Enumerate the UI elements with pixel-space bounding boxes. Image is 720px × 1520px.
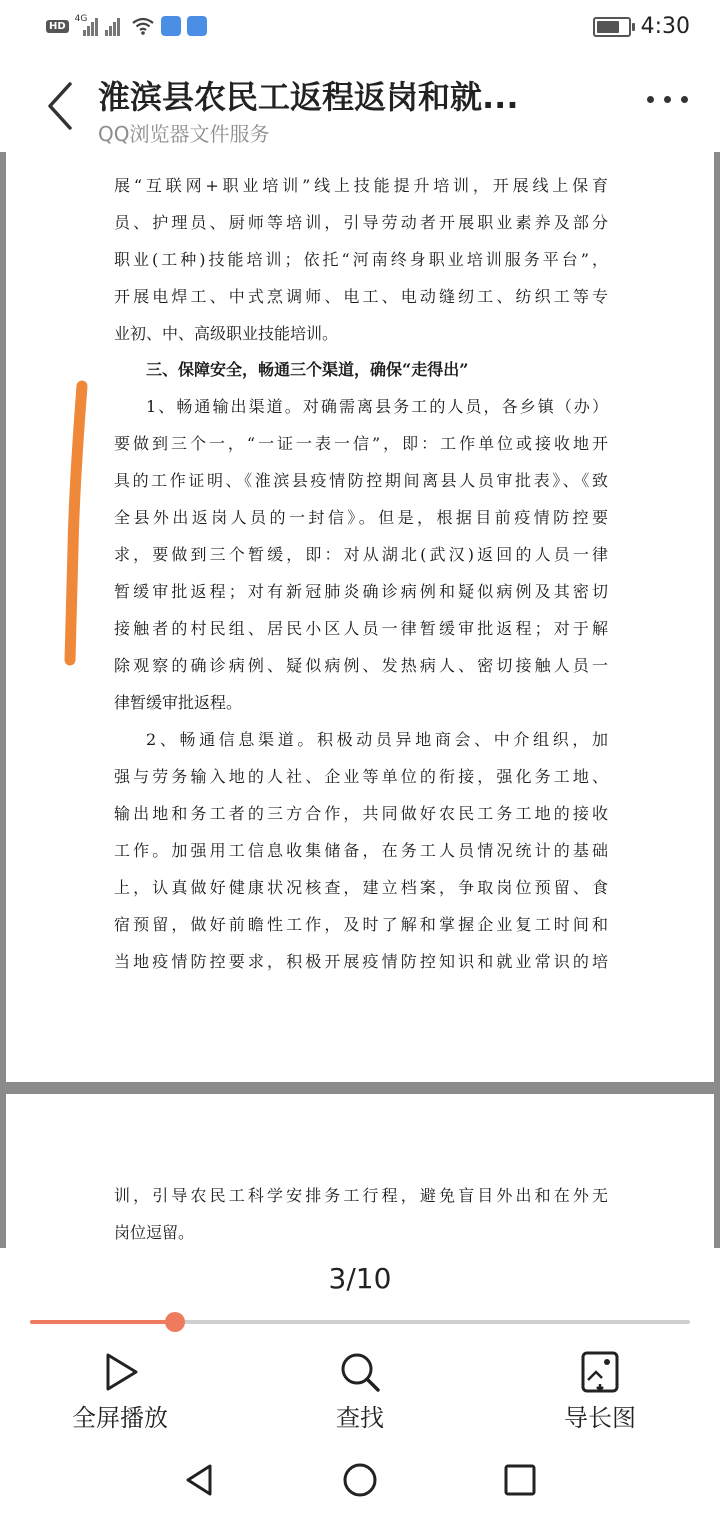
- text-line: 2、畅通信息渠道。积极动员异地商会、中介组织，加: [146, 730, 608, 749]
- document-viewer[interactable]: [0, 152, 720, 1248]
- slider-thumb[interactable]: [165, 1312, 185, 1332]
- text-line: 宿预留，做好前瞻性工作，及时了解和掌握企业复工时间和: [114, 915, 608, 934]
- text-line: 展“互联网+职业培训”线上技能提升培训，开展线上保育: [114, 176, 608, 195]
- system-nav-bar: [0, 1440, 720, 1520]
- page-title: 淮滨县农民工返程返岗和就...: [98, 78, 519, 116]
- nav-home-icon[interactable]: [340, 1460, 380, 1500]
- text-line: 律暂缓审批返程。: [114, 693, 243, 712]
- long-image-icon: [578, 1350, 622, 1394]
- battery-icon: [593, 17, 631, 37]
- more-button[interactable]: [647, 96, 688, 103]
- back-arrow-icon: [40, 76, 80, 136]
- text-line: 职业(工种)技能培训；依托“河南终身职业培训服务平台”，: [114, 250, 608, 269]
- hotspot-2-icon: [187, 16, 207, 36]
- text-line: 除观察的确诊病例、疑似病例、发热病人、密切接触人员一: [114, 656, 608, 675]
- bottom-toolbar: [0, 1344, 720, 1440]
- document-page: [6, 152, 714, 1082]
- text-line: 业初、中、高级职业技能培训。: [114, 324, 339, 343]
- wifi-icon: [131, 16, 155, 36]
- text-line: 求，要做到三个暂缓，即：对从湖北(武汉)返回的人员一律: [114, 545, 608, 564]
- page-subtitle: QQ浏览器文件服务: [98, 122, 270, 146]
- text-line: 员、护理员、厨师等培训，引导劳动者开展职业素养及部分: [114, 213, 608, 232]
- long-image-label: 导长图: [564, 1404, 636, 1432]
- text-line: 暂缓审批返程；对有新冠肺炎确诊病例和疑似病例及其密切: [114, 582, 608, 601]
- document-page: [6, 1094, 714, 1248]
- network-type: 4G: [74, 14, 88, 24]
- text-line: 要做到三个一，“一证一表一信”，即：工作单位或接收地开: [114, 434, 608, 453]
- nav-recents-icon[interactable]: [500, 1460, 540, 1500]
- text-line: 训，引导农民工科学安排务工行程，避免盲目外出和在外无: [114, 1186, 608, 1205]
- signal-icon: [75, 16, 97, 36]
- more-dot-icon: [647, 96, 654, 103]
- search-icon: [338, 1350, 382, 1394]
- hotspot-icon: [161, 16, 181, 36]
- text-line: 全县外出返岗人员的一封信》。但是，根据目前疫情防控要: [114, 508, 608, 527]
- status-bar: [0, 0, 720, 56]
- fullscreen-play-button[interactable]: [40, 1350, 200, 1436]
- nav-back-icon[interactable]: [180, 1460, 220, 1500]
- text-line: 工作。加强用工信息收集储备，在务工人员情况统计的基础: [114, 841, 608, 860]
- page-slider[interactable]: [30, 1312, 690, 1332]
- more-dot-icon: [681, 96, 688, 103]
- status-right: [593, 14, 690, 39]
- back-button[interactable]: [40, 76, 80, 136]
- text-line: 岗位逗留。: [114, 1223, 195, 1242]
- clock: 4:30: [640, 14, 690, 39]
- slider-fill: [30, 1320, 175, 1324]
- page-indicator: 3/10: [328, 1262, 392, 1295]
- play-icon: [98, 1350, 142, 1394]
- text-line: 当地疫情防控要求，积极开展疫情防控知识和就业常识的培: [114, 952, 608, 971]
- title-bar: [0, 56, 720, 152]
- export-long-image-button[interactable]: [520, 1350, 680, 1436]
- text-line: 具的工作证明、《淮滨县疫情防控期间离县人员审批表》、《致: [114, 471, 608, 490]
- status-icons: [46, 16, 207, 36]
- text-line: 开展电焊工、中式烹调师、电工、电动缝纫工、纺织工等专: [114, 287, 608, 306]
- fullscreen-play-label: 全屏播放: [72, 1404, 168, 1432]
- text-line: 接触者的村民组、居民小区人员一律暂缓审批返程；对于解: [114, 619, 608, 638]
- more-dot-icon: [664, 96, 671, 103]
- text-line: 上，认真做好健康状况核查，建立档案，争取岗位预留、食: [114, 878, 608, 897]
- search-label: 查找: [336, 1404, 384, 1432]
- hd-badge: HD: [46, 20, 69, 33]
- text-line: 强与劳务输入地的人社、企业等单位的衔接，强化务工地、: [114, 767, 608, 786]
- text-line: 输出地和务工者的三方合作，共同做好农民工务工地的接收: [114, 804, 608, 823]
- section-heading: 三、保障安全，畅通三个渠道，确保“走得出”: [146, 360, 469, 379]
- text-line: 1、畅通输出渠道。对确需离县务工的人员，各乡镇（办）: [146, 397, 608, 416]
- signal-2-icon: [103, 16, 125, 36]
- search-button[interactable]: [280, 1350, 440, 1436]
